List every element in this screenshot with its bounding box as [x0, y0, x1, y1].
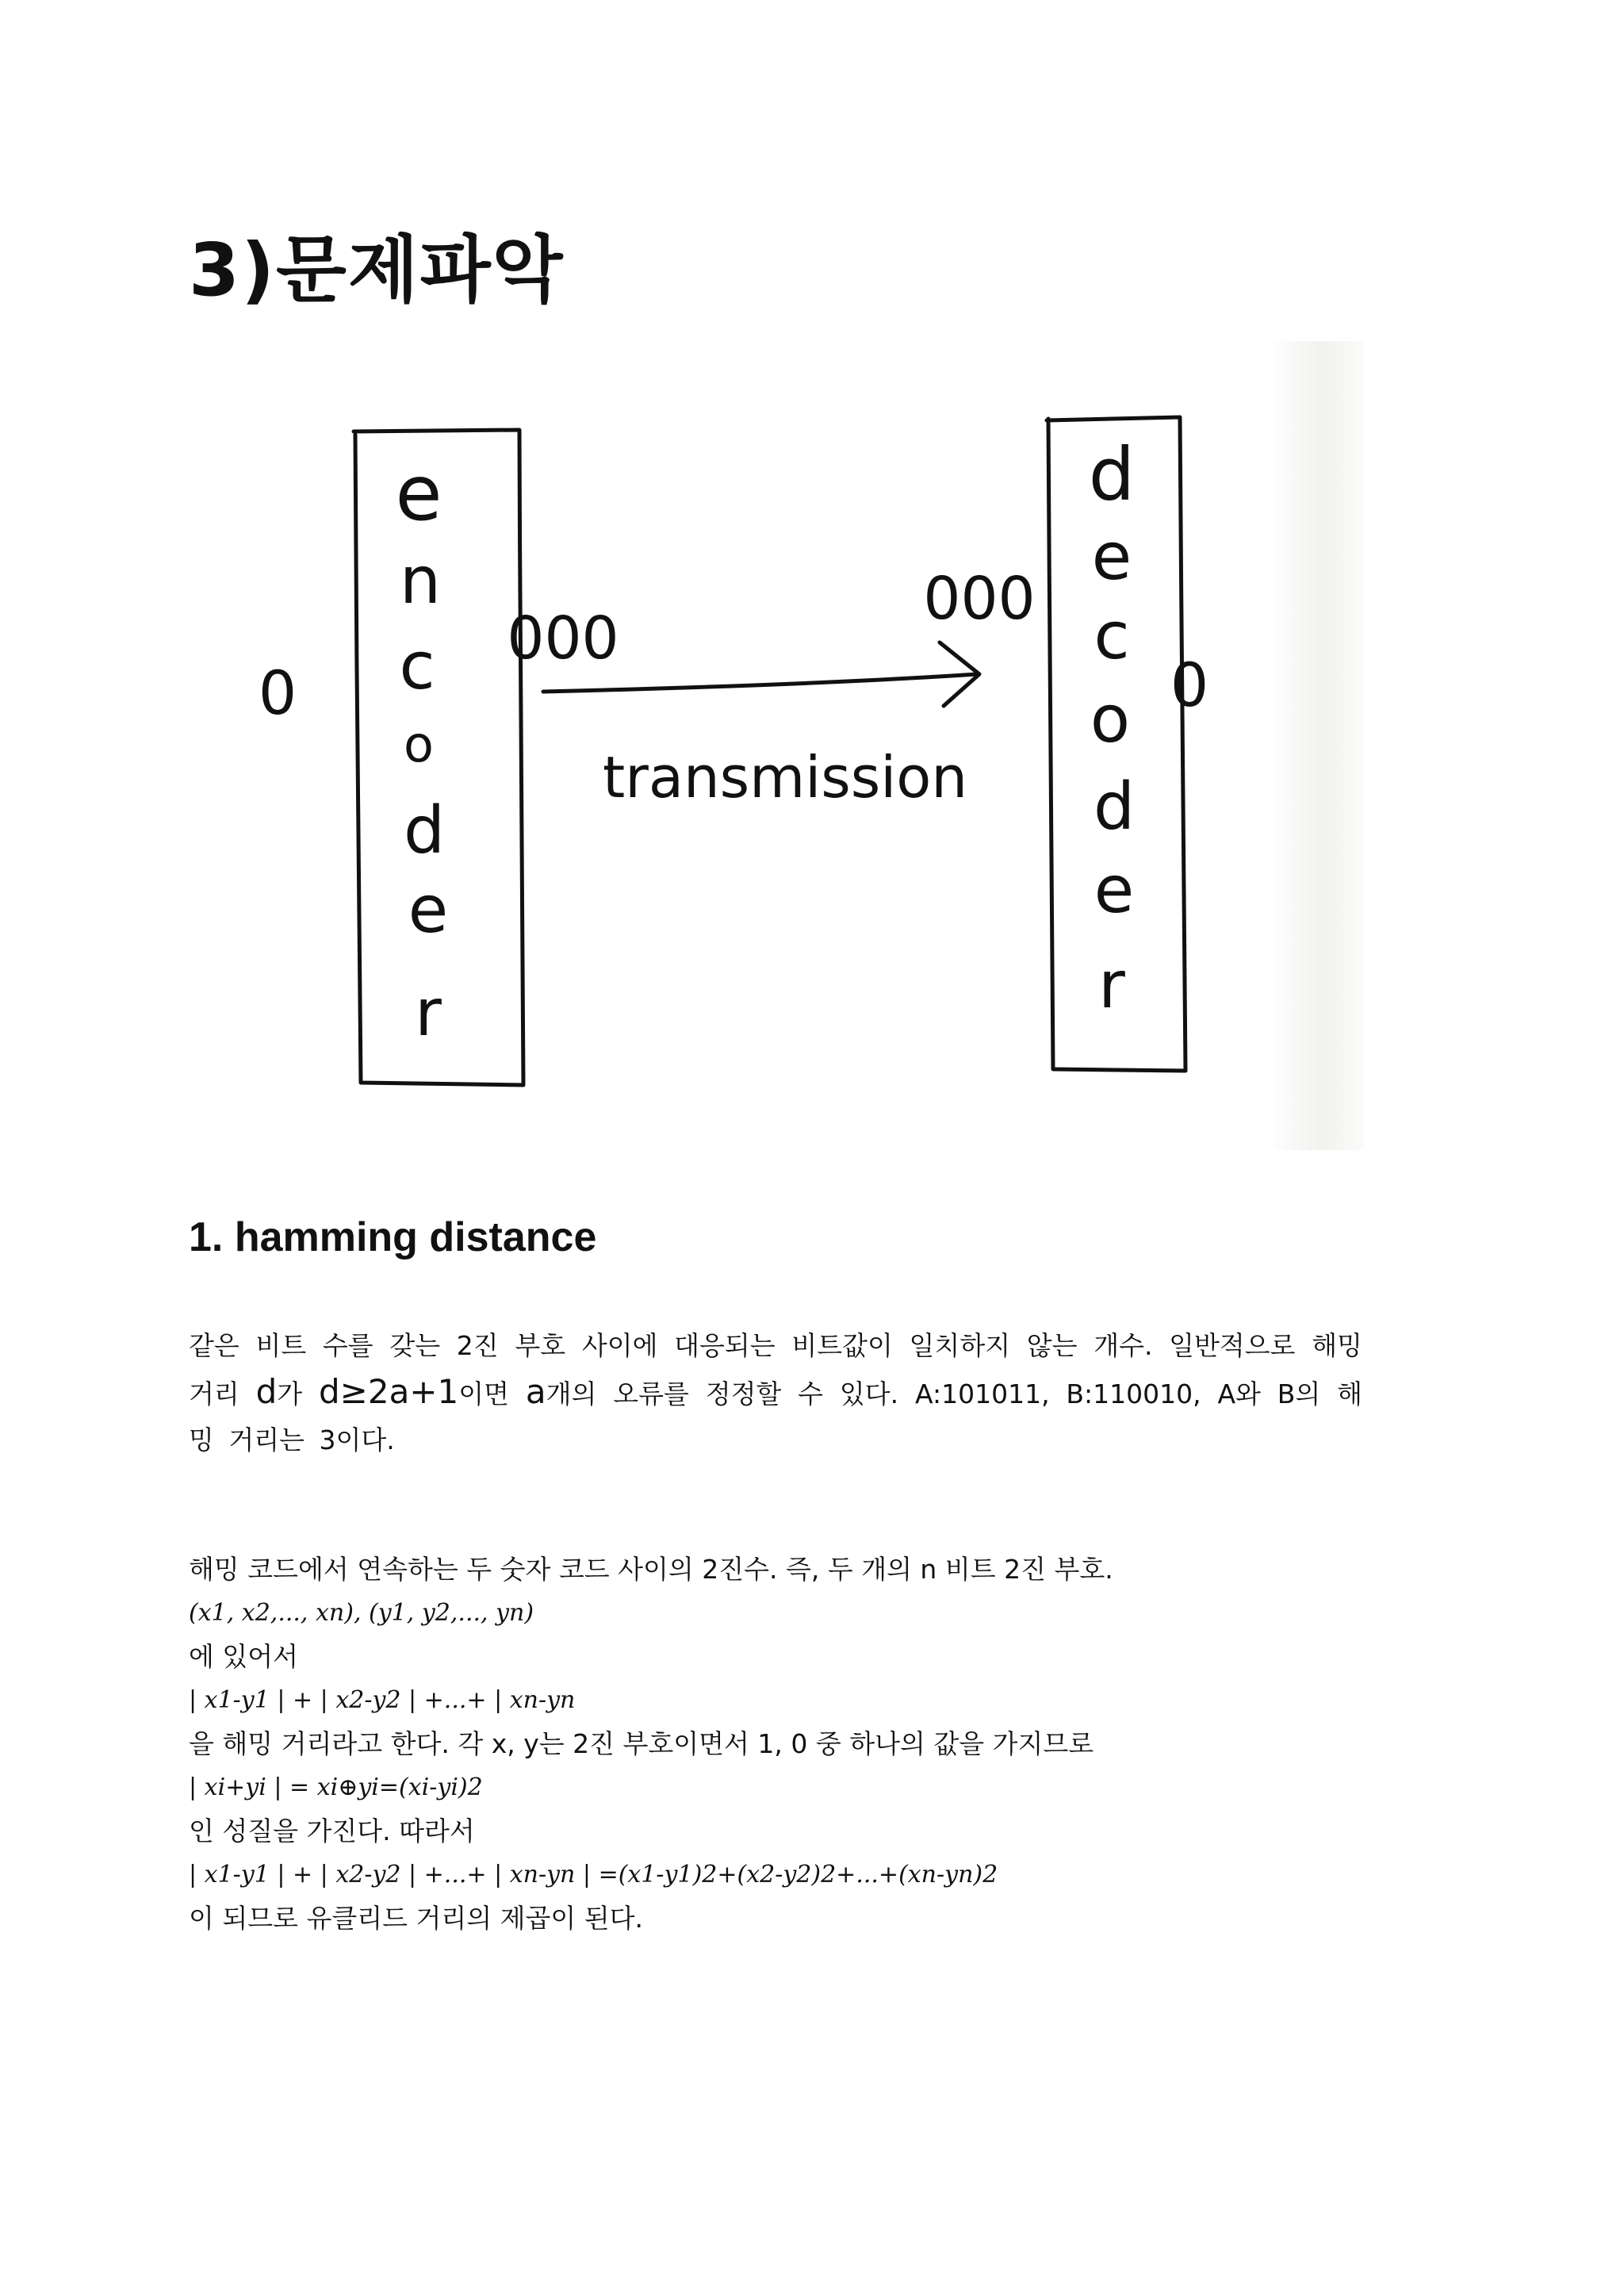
euclidean-formula: | x1-y1 | + | x2-y2 | +...+ | xn-yn | =(x1-y1)2+(x2-y2)2+...+(xn-yn)2 — [189, 1861, 998, 1888]
correction-condition: d≥2a+1 — [319, 1372, 459, 1411]
encoder-letter: o — [404, 715, 434, 773]
definition-text-d: 개의 오류를 정정할 수 있다. A:101011, B:110010, A와 B의 해밍 거리는 3이다. — [189, 1378, 1363, 1455]
encoder-letter: c — [399, 629, 435, 704]
encoder-letter: d — [403, 793, 446, 869]
explanation-line-1: 해밍 코드에서 연속하는 두 숫자 코드 사이의 2진수. 즉, 두 개의 n 비트 2진 부호. — [189, 1554, 1113, 1585]
explanation-line-7: 인 성질을 가진다. 따라서 — [189, 1816, 475, 1846]
conclusion-line: 이 되므로 유클리드 거리의 제곱이 된다. — [189, 1903, 643, 1934]
decoder-letter: o — [1090, 682, 1131, 757]
decoder-letter: e — [1091, 520, 1132, 595]
explanation-line-5: 을 해밍 거리라고 한다. 각 x, y는 2진 부호이면서 1, 0 중 하나의 값을 가지므로 — [189, 1728, 1094, 1759]
xor-identity-formula: | xi+yi | = xi⊕yi=(xi-yi)2 — [189, 1773, 483, 1801]
definition-text-a: 같은 비트 수를 갖는 2진 부호 사이에 대응되는 비트값이 일치하지 않는 개수. 일반적으로 해밍 거리 — [189, 1330, 1362, 1409]
decoder-letter: d — [1088, 432, 1136, 517]
encoder-letter: n — [400, 543, 441, 619]
distance-symbol: d — [255, 1372, 278, 1411]
page-title: 3)문제파악 — [189, 228, 565, 313]
decoder-letter: c — [1094, 599, 1130, 674]
received-bits: 000 — [923, 565, 1036, 633]
explanation-line-3: 에 있어서 — [189, 1641, 299, 1672]
encoder-decoder-diagram — [230, 341, 1388, 1166]
error-count-symbol: a — [525, 1372, 546, 1411]
definition-text-c: 이면 — [458, 1378, 526, 1409]
encoder-letter: e — [395, 449, 442, 538]
encoder-letter: r — [415, 976, 442, 1051]
output-bit: 0 — [1170, 650, 1209, 720]
channel-label: transmission — [603, 744, 967, 811]
vector-notation-line: (x1, x2,..., xn), (y1, y2,..., yn) — [189, 1599, 534, 1627]
encoder-letter: e — [408, 872, 449, 948]
definition-text-b: 가 — [277, 1378, 320, 1409]
decoder-letter: r — [1098, 948, 1125, 1023]
definition-paragraph — [189, 1323, 1362, 1463]
decoder-letter: e — [1094, 853, 1135, 928]
input-bit: 0 — [258, 658, 297, 728]
decoder-letter: d — [1093, 769, 1136, 845]
hamming-sum-formula: | x1-y1 | + | x2-y2 | +...+ | xn-yn — [189, 1686, 576, 1714]
encoded-bits: 000 — [507, 604, 619, 673]
section-heading: 1. hamming distance — [189, 1214, 597, 1260]
transmission-arrow — [543, 674, 977, 692]
